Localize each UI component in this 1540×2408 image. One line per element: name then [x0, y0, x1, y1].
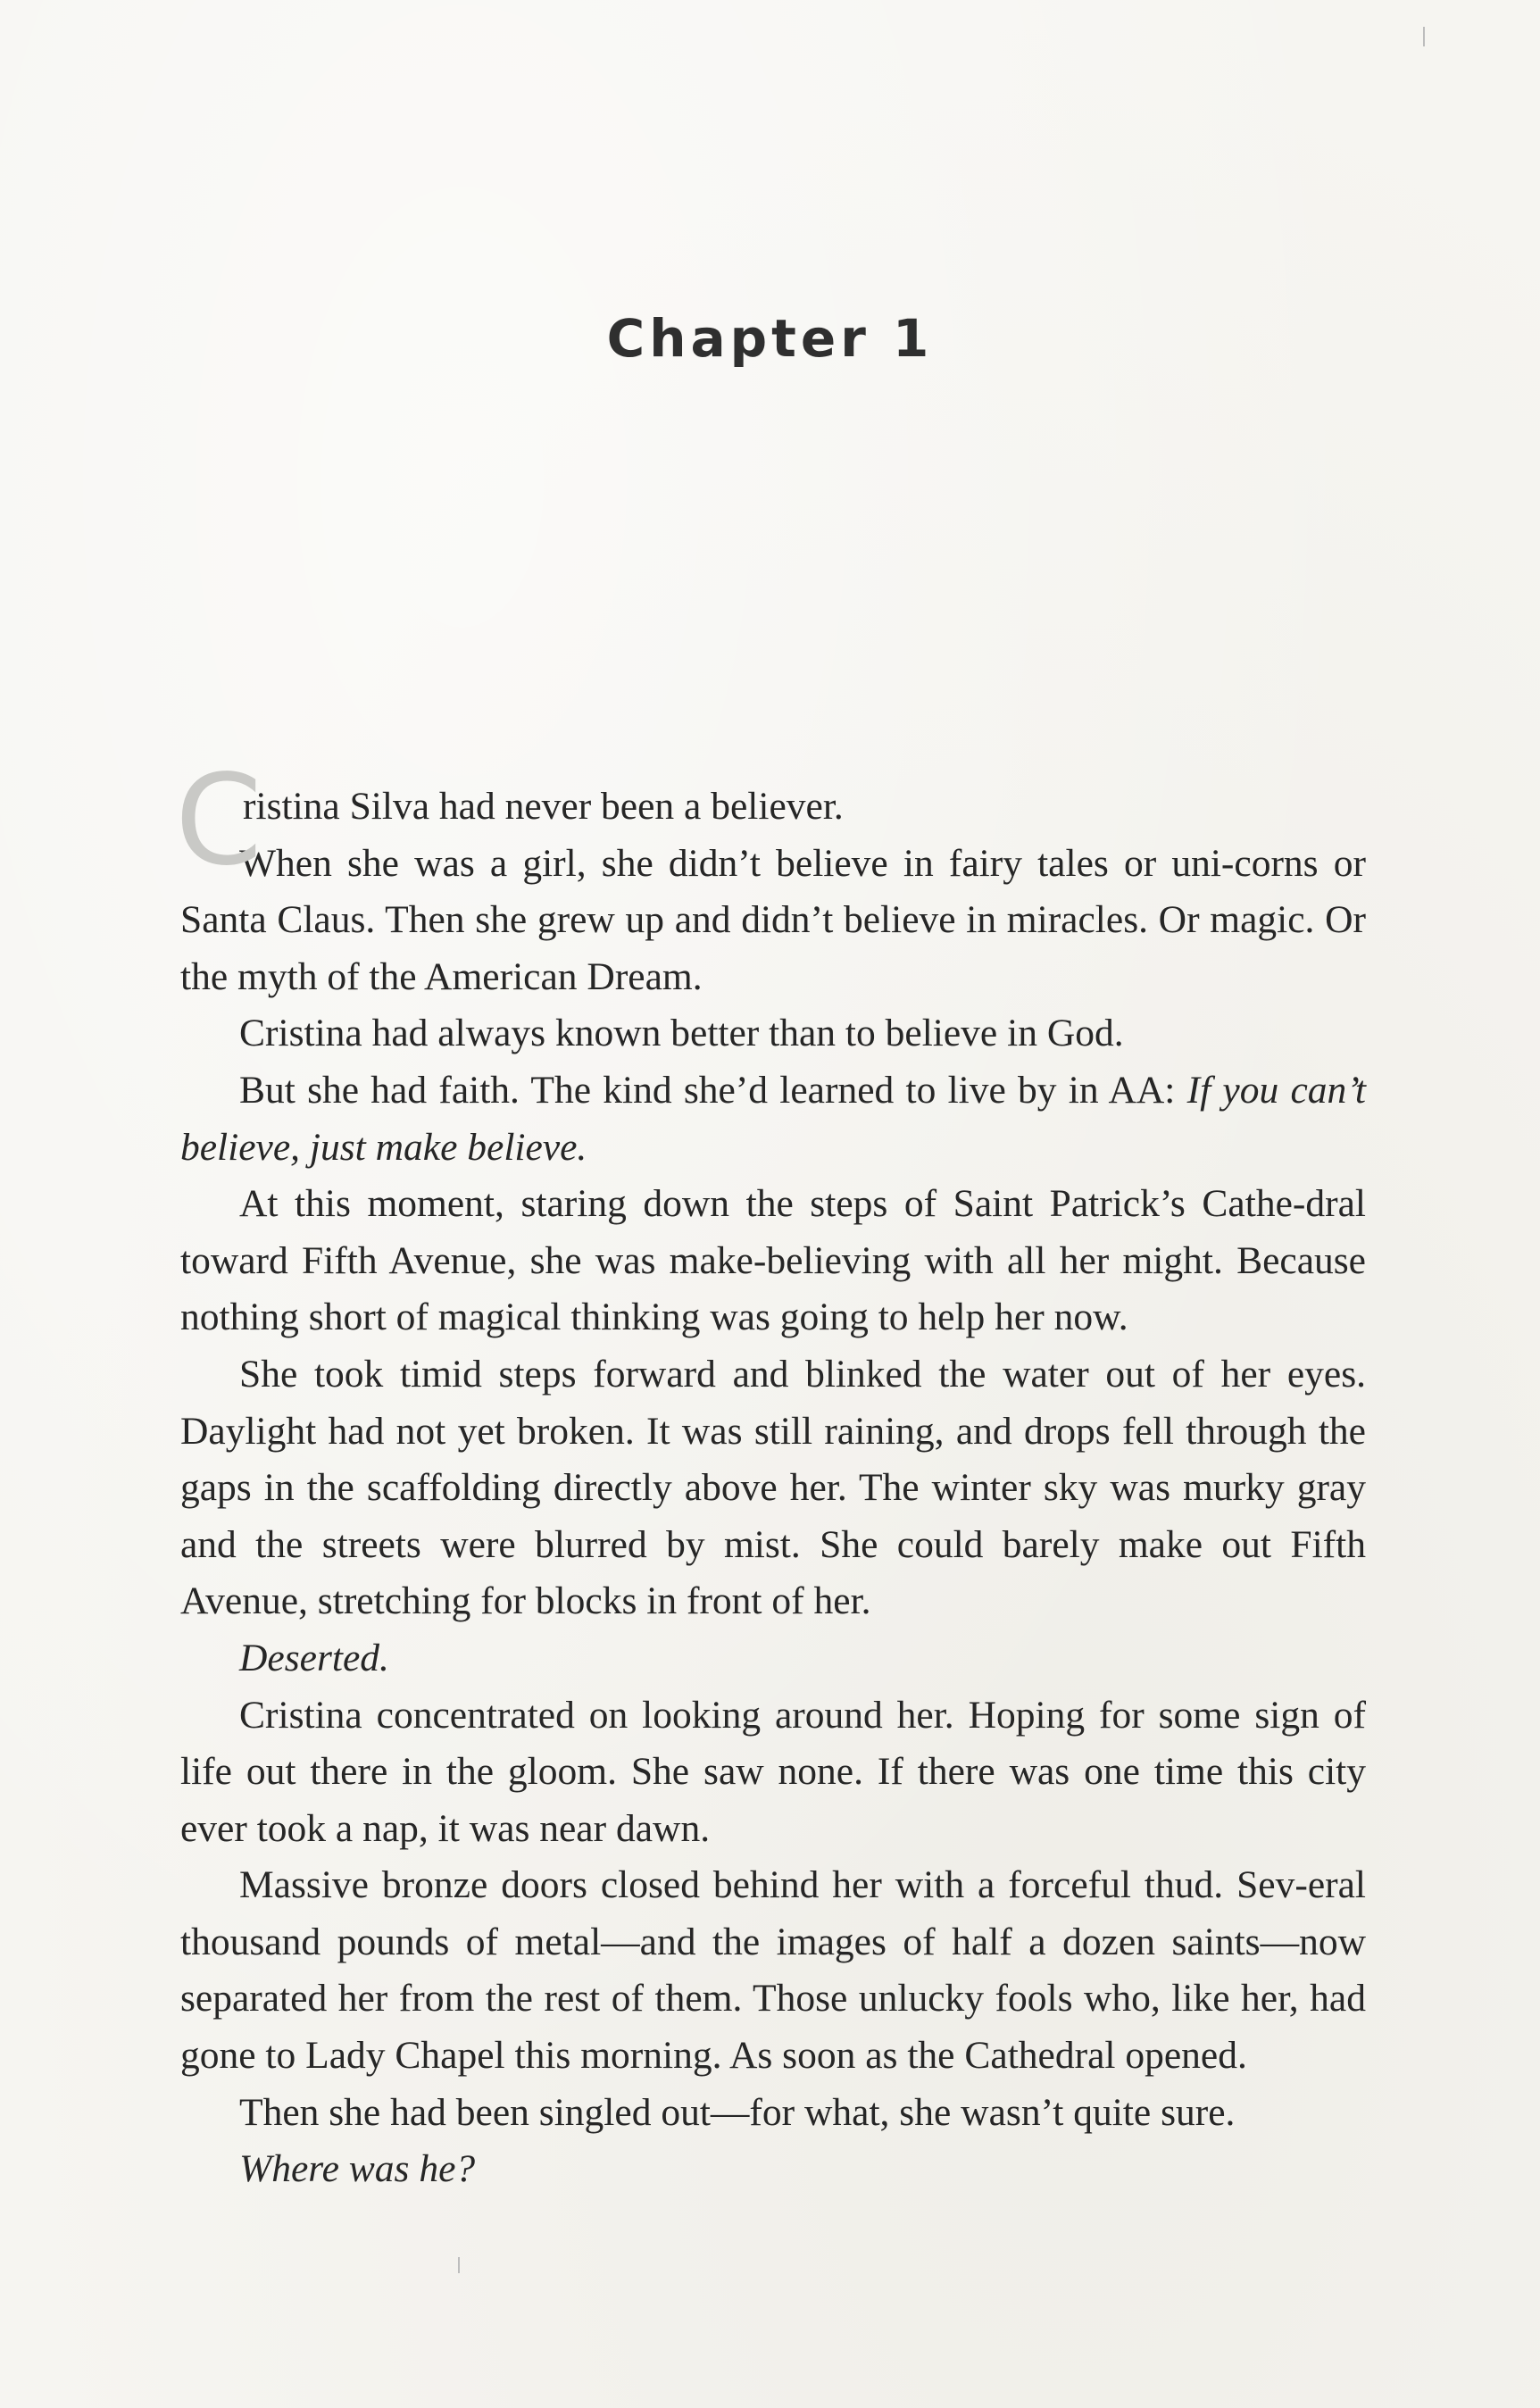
- opening-paragraph: [175, 748, 1366, 1005]
- paragraph-text: Cristina concentrated on looking around her. Hoping for some sign of life out there in the gloom. She saw none. If there was one time this city ever took a nap, it was near dawn.: [180, 1693, 1366, 1850]
- paragraph-10: [180, 2141, 1366, 2198]
- paragraph-6: [180, 1630, 1366, 1687]
- paragraph-2: [180, 1005, 1366, 1062]
- scan-mark: [1423, 27, 1425, 46]
- opening-paragraph-text: When she was a girl, she didn’t believe in fairy tales or uni-corns or Santa Claus. Then she grew up and didn’t believe in miracles. Or magic. Or the myth of the American Dream.: [180, 841, 1366, 998]
- paragraph-3: [180, 1062, 1366, 1176]
- paragraph-4: [180, 1176, 1366, 1346]
- chapter-body: [175, 748, 1366, 2198]
- paragraph-7: [180, 1687, 1366, 1858]
- paragraph-text: Then she had been singled out—for what, she wasn’t quite sure.: [239, 2090, 1236, 2134]
- paragraph-text: She took timid steps forward and blinked the water out of her eyes. Daylight had not yet broken. It was still raining, and drops fell through the gaps in the scaffolding directly above her. The winter sky was murky gray and the streets were blurred by mist. She could barely make out Fifth Avenue, stretching for blocks in front of her.: [180, 1352, 1366, 1623]
- paragraph-text: Cristina had always known better than to believe in God.: [239, 1012, 1124, 1055]
- paragraph-text: But she had faith. The kind she’d learned to live by in AA:: [239, 1068, 1187, 1112]
- chapter-heading: Chapter 1: [606, 308, 934, 369]
- paragraph-text: Massive bronze doors closed behind her with a forceful thud. Sev-eral thousand pounds of metal—and the images of half a dozen saints—now separated her from the rest of them. Those unlucky fools who, like her, had gone to Lady Chapel this morning. As soon as the Cathedral opened.: [180, 1863, 1366, 2078]
- italic-text: Where was he?: [239, 2147, 476, 2191]
- scan-mark: [458, 2257, 460, 2273]
- paragraph-5: [180, 1346, 1366, 1630]
- drop-cap: C: [175, 748, 262, 894]
- italic-text: If you can’t believe, just make believe.: [180, 1068, 1366, 1169]
- paragraph-8: [180, 1857, 1366, 2084]
- opening-line: ristina Silva had never been a believer.: [243, 785, 844, 828]
- paragraph-9: [180, 2085, 1366, 2142]
- paragraph-text: At this moment, staring down the steps of Saint Patrick’s Cathe-dral toward Fifth Avenue, she was make-believing with all her might. Because nothing short of magical thinking was going to help her now.: [180, 1182, 1366, 1339]
- italic-text: Deserted.: [239, 1636, 389, 1679]
